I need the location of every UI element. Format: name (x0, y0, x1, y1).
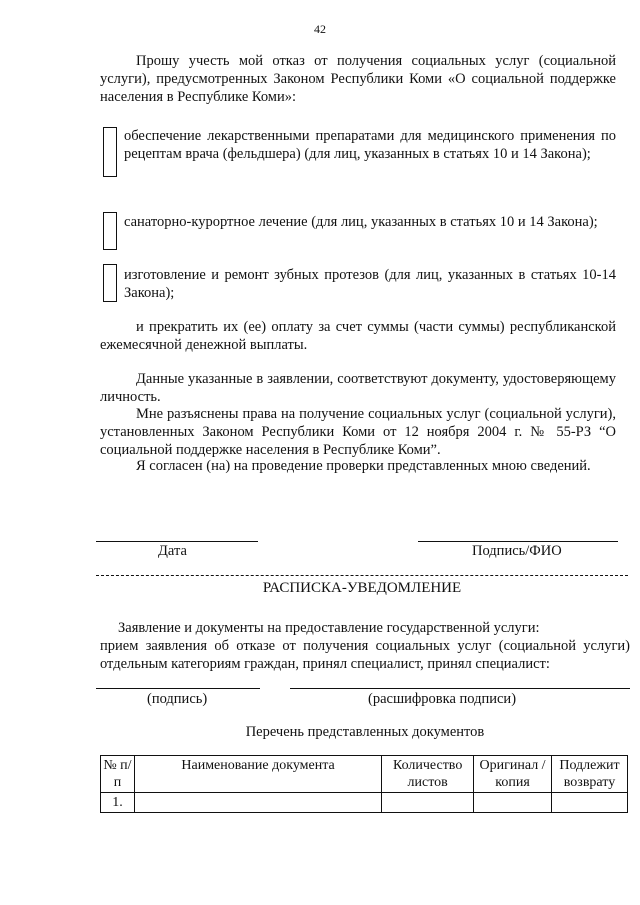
row-sheet-count[interactable] (382, 793, 474, 813)
confirm-data-paragraph: Данные указанные в заявлении, соответствуют документу, удостоверяющему личность. (100, 371, 616, 405)
page-number: 42 (314, 22, 326, 36)
receipt-sign-line (96, 688, 260, 689)
row-number: 1. (101, 793, 135, 813)
row-document-name[interactable] (134, 793, 381, 813)
header-return: Подлежит возврату (552, 756, 628, 793)
documents-table (100, 755, 628, 813)
receipt-decode-line (290, 688, 630, 689)
consent-paragraph: Я согласен (на) на проведение проверки представленных мною сведений. (136, 458, 591, 474)
header-sheet-count: Количество листов (382, 756, 474, 793)
signature-label: Подпись/ФИО (472, 543, 562, 559)
header-original-copy: Оригинал /копия (474, 756, 552, 793)
table-row (101, 793, 628, 813)
header-number: № п/п (101, 756, 135, 793)
signature-line (418, 541, 618, 542)
receipt-title: РАСПИСКА-УВЕДОМЛЕНИЕ (262, 580, 462, 596)
option-sanatorium-text: санаторно-курортное лечение (для лиц, указанных в статьях 10 и 14 Закона); (124, 214, 598, 230)
option-checkbox-medicine[interactable] (103, 127, 117, 177)
receipt-line-1: Заявление и документы на предоставление государственной услуги: (118, 620, 540, 636)
docs-list-title: Перечень представленных документов (245, 724, 485, 740)
stop-payment-paragraph: и прекратить их (ее) оплату за счет суммы (части суммы) республиканской ежемесячной денежной выплаты. (100, 319, 616, 353)
date-label: Дата (158, 543, 187, 559)
option-medicine-text: обеспечение лекарственными препаратами для медицинского применения по рецептам врача (фельдшера) (для лиц, указанных в статьях 10 и 14 Закона); (124, 128, 616, 162)
intro-paragraph: Прошу учесть мой отказ от получения социальных услуг (социальной услуги), предусмотренных Законом Республики Коми «О социальной поддержке населения в Республике Коми»: (100, 53, 616, 105)
row-original-copy[interactable] (474, 793, 552, 813)
receipt-line-2: прием заявления об отказе от получения социальных услуг (социальной услуги) отдельным категориям граждан, принял специалист, принял специалист: (100, 638, 630, 672)
receipt-decode-label: (расшифровка подписи) (368, 691, 517, 707)
option-checkbox-sanatorium[interactable] (103, 212, 117, 250)
date-line (96, 541, 258, 542)
option-dental-text: изготовление и ремонт зубных протезов (для лиц, указанных в статьях 10-14 Закона); (124, 267, 616, 301)
receipt-sign-label: (подпись) (147, 691, 208, 707)
option-checkbox-dental[interactable] (103, 264, 117, 302)
cut-line (96, 575, 628, 576)
rights-paragraph: Мне разъяснены права на получение социальных услуг (социальной услуги), установленных Законом Республики Коми от 12 ноября 2004 г. № 55-РЗ “О социальной поддержке населения в Республике Коми”. (100, 406, 616, 458)
table-header-row (101, 756, 628, 793)
row-return[interactable] (552, 793, 628, 813)
header-document-name: Наименование документа (134, 756, 381, 793)
